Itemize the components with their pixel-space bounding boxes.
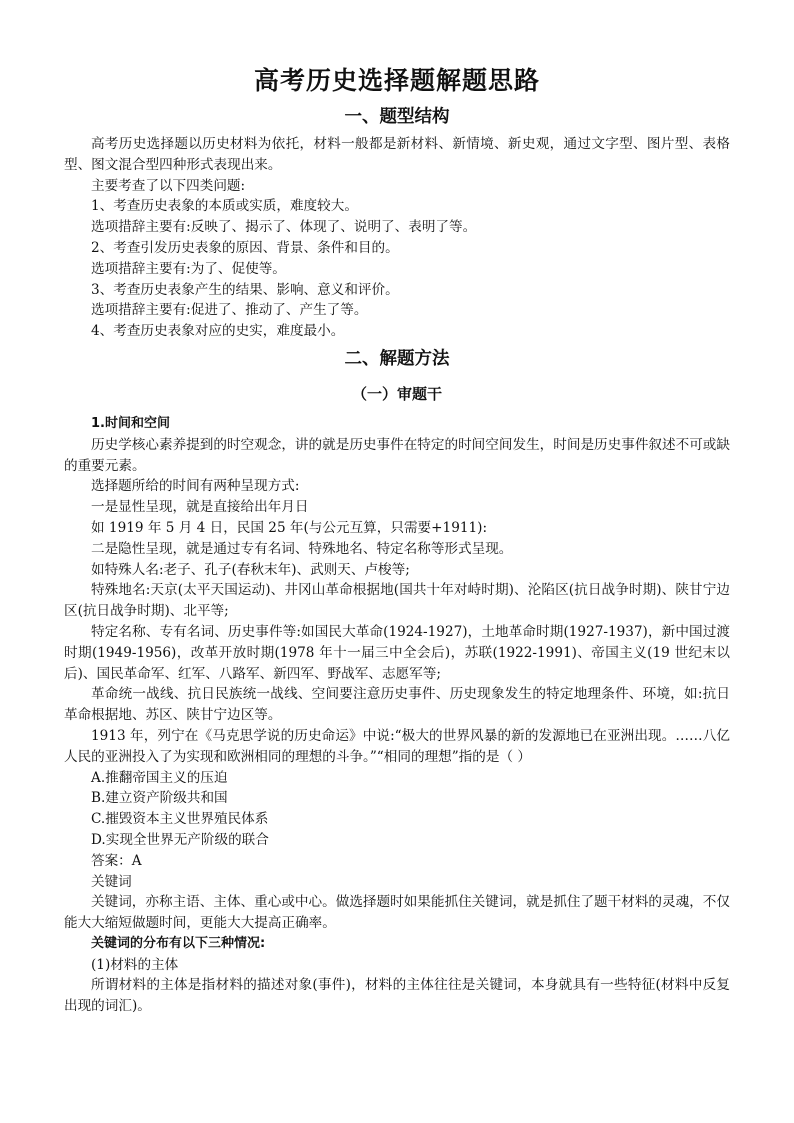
section-heading-structure: 一、题型结构 <box>344 107 450 127</box>
subsection-heading: （一）审题干 <box>351 384 442 403</box>
paragraph: 高考历史选择题以历史材料为依托，材料一般都是新材料、新情境、新史观，通过文字型、图片型、表格型、图文混合型四种形式表现出来。 <box>64 136 730 173</box>
document-title: 高考历史选择题解题思路 <box>253 66 540 95</box>
option-c: C.摧毁资本主义世界殖民体系 <box>91 811 269 828</box>
paragraph: 选择题所给的时间有两种呈现方式: <box>91 478 300 495</box>
paragraph: 1、考查历史表象的本质或实质，难度较大。 <box>91 198 358 215</box>
paragraph: 选项措辞主要有:为了、促使等。 <box>91 260 286 277</box>
paragraph: 如 1919 年 5 月 4 日，民国 25 年(与公元互算，只需要+1911): <box>91 519 488 536</box>
paragraph: 一是显性呈现，就是直接给出年月日 <box>91 499 309 516</box>
paragraph: 特定名称、专有名词、历史事件等:如国民大革命(1924-1927)，土地革命时期(1927-1937)，新中国过渡时期(1949-1956)，改革开放时期(1978 年十一届三中全会后)，苏联(1922-1991)、帝国主义(19 世纪末以后)、国民革命军、红军、八路军、新四军、野战军、志愿军等; <box>64 623 730 682</box>
answer: 答案：A <box>91 852 142 869</box>
paragraph: 革命统一战线、抗日民族统一战线、空间要注意历史事件、历史现象发生的特定地理条件、环境，如:抗日革命根据地、苏区、陕甘宁边区等。 <box>64 686 730 724</box>
section-heading-method: 二、解题方法 <box>344 348 450 369</box>
paragraph: 2、考查引发历史表象的原因、背景、条件和目的。 <box>91 239 399 256</box>
question-stem: 1913 年，列宁在《马克思学说的历史命运》中说:“极大的世界风暴的新的发源地已在亚洲出现。……八亿人民的亚洲投入了为实现和欧洲相同的理想的斗争。”“相同的理想”指的是（ ） <box>64 727 730 765</box>
option-d: D.实现全世界无产阶级的联合 <box>91 831 269 848</box>
paragraph: 选项措辞主要有:反映了、揭示了、体现了、说明了、表明了等。 <box>91 219 477 236</box>
paragraph: 关键词，亦称主语、主体、重心或中心。做选择题时如果能抓住关键词，就是抓住了题干材料的灵魂，不仅能大大缩短做题时间，更能大大提高正确率。 <box>64 894 730 932</box>
paragraph: 4、考查历史表象对应的史实，难度最小。 <box>91 323 345 340</box>
paragraph: 所谓材料的主体是指材料的描述对象(事件)，材料的主体往往是关键词，本身就具有一些特征(材料中反复出现的词汇)。 <box>64 977 730 1015</box>
paragraph: 特殊地名:天京(太平天国运动)、井冈山革命根据地(国共十年对峙时期)、沦陷区(抗日战争时期)、陕甘宁边区(抗日战争时期)、北平等; <box>64 582 730 620</box>
paragraph: 二是隐性呈现，就是通过专有名词、特殊地名、特定名称等形式呈现。 <box>91 540 513 557</box>
paragraph: 历史学核心素养提到的时空观念，讲的就是历史事件在特定的时间空间发生，时间是历史事件叙述不可或缺的重要元素。 <box>64 436 730 474</box>
paragraph: 如特殊人名:老子、孔子(春秋末年)、武则天、卢梭等; <box>91 561 410 578</box>
paragraph: 主要考查了以下四类问题: <box>91 177 246 194</box>
keyword-distribution-heading: 关键词的分布有以下三种情况: <box>91 935 266 951</box>
keyword-title: 关键词 <box>91 873 132 890</box>
topic-heading: 1.时间和空间 <box>91 415 170 431</box>
case-title: (1)材料的主体 <box>91 956 179 973</box>
option-b: B.建立资产阶级共和国 <box>91 790 228 807</box>
option-a: A.推翻帝国主义的压迫 <box>91 769 228 786</box>
paragraph: 选项措辞主要有:促进了、推动了、产生了等。 <box>91 302 368 319</box>
paragraph: 3、考查历史表象产生的结果、影响、意义和评价。 <box>91 281 399 298</box>
